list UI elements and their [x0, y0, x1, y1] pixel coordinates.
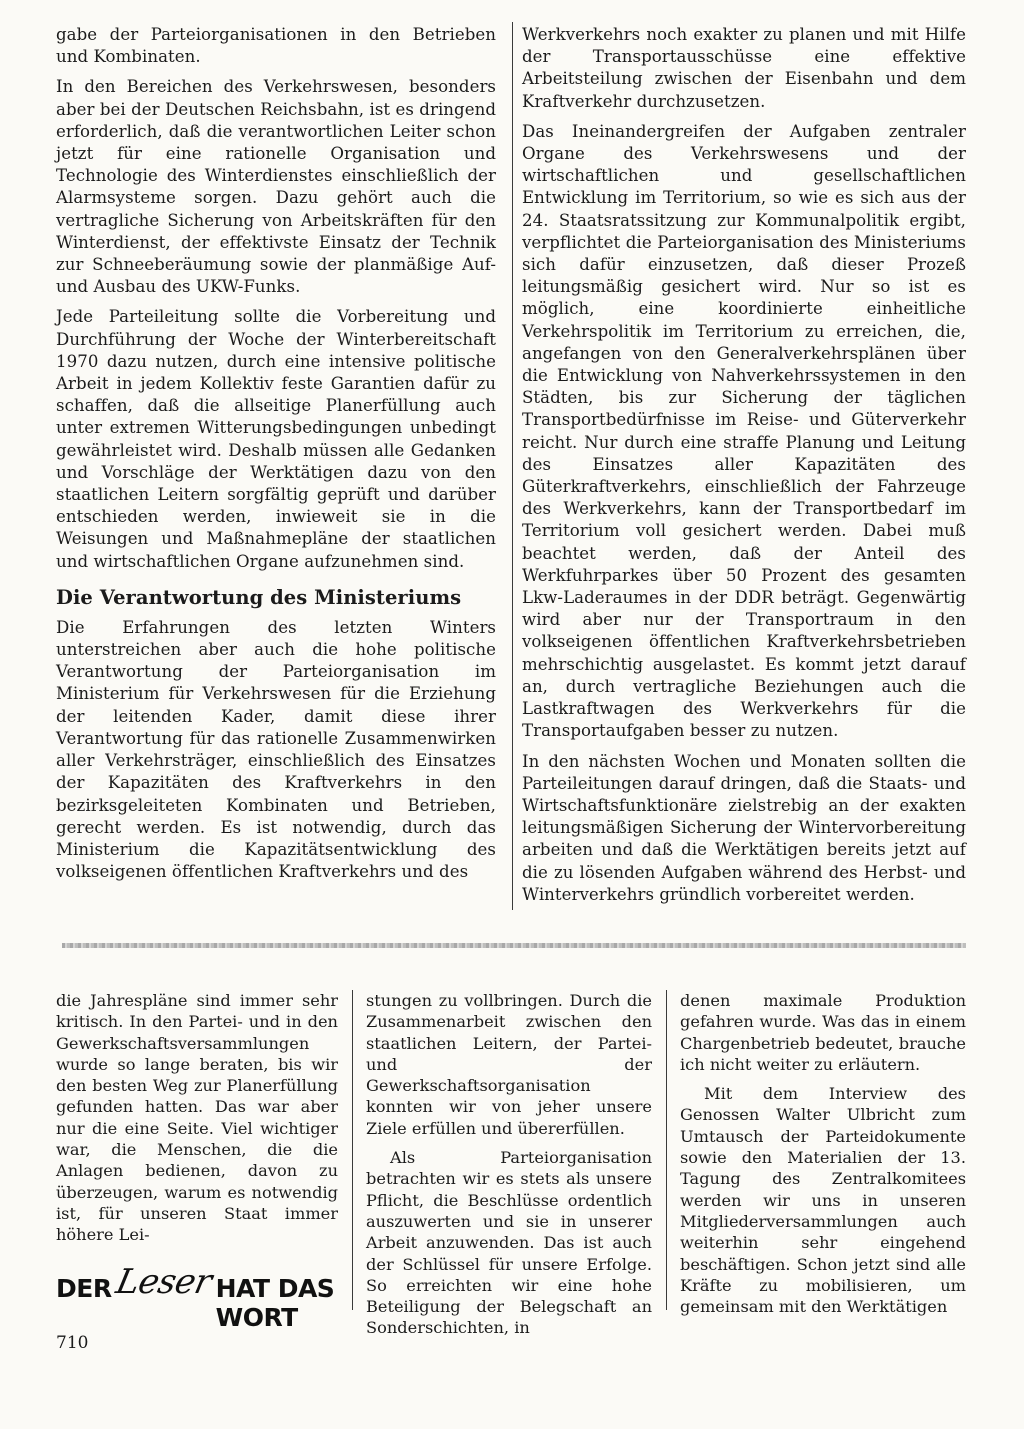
paragraph: Jede Parteileitung sollte die Vorbereitung und Durchführung der Woche der Winterbereitschaft 1970 dazu nutzen, durch eine intensive politische Arbeit in jedem Kollektiv feste Garantien dafür zu schaffen, daß die allseitige Planerfüllung auch unter extremen Witterungsbedingungen unbedingt gewährleistet wird. Deshalb müssen alle Gedanken und Vorschläge der Werktätigen dazu von den staatlichen Leitern sorgfältig geprüft und darüber entschieden werden, inwieweit sie in die Weisungen und Maßnahmepläne der staatlichen und wirtschaftlichen Organe aufzunehmen sind.: [56, 307, 496, 571]
column-divider: [352, 990, 353, 1310]
masthead-script-text: Leser: [112, 1262, 215, 1302]
paragraph: In den Bereichen des Verkehrswesen, besonders aber bei der Deutschen Reichsbahn, ist es dringend erforderlich, daß die verantwortlichen Leiter schon jetzt für eine rationelle Organisation und Technologie des Winterdienstes einschließlich der Alarmsysteme sorgen. Dazu gehört auch die vertragliche Sicherung von Arbeitskräften für den Winterdienst, der effektivste Einsatz der Technik zur Schneeberäumung sowie der planmäßige Auf- und Ausbau des UKW-Funks.: [56, 77, 496, 297]
paragraph: Mit dem Interview des Genossen Walter Ulbricht zum Umtausch der Parteidokumente sowie den Materialien der 13. Tagung des Zentralkomitees werden wir uns in unseren Mitgliederversammlungen auch weiterhin sehr eingehend beschäftigen. Schon jetzt sind alle Kräfte zu mobilisieren, um gemeinsam mit den Werktätigen: [680, 1084, 966, 1317]
paragraph: Die Erfahrungen des letzten Winters unterstreichen aber auch die hohe politische Verantwortung der Parteiorganisation im Ministerium für Verkehrswesen für die Erziehung der leitenden Kader, damit diese ihrer Verantwortung für das rationelle Zusammenwirken aller Verkehrsträger, einschließlich des Einsatzes der Kapazitäten des Kraftverkehrs in den bezirksgeleiteten Kombinaten und Betrieben, gerecht werden. Es ist notwendig, durch das Ministerium die Kapazitätsentwicklung des volkseigenen öffentlichen Kraftverkehrs und des: [56, 617, 496, 882]
section-heading: Die Verantwortung des Ministeriums: [56, 585, 462, 609]
column-divider: [666, 990, 667, 1310]
paragraph: gabe der Parteiorganisationen in den Betrieben und Kombinaten.: [56, 25, 496, 67]
letter-column-1: [56, 990, 338, 1254]
masthead-text: DER: [56, 1274, 112, 1303]
masthead-text: HAT DAS WORT: [215, 1274, 335, 1332]
paragraph: Als Parteiorganisation betrachten wir es stets als unsere Pflicht, die Beschlüsse ordentlich auszuwerten und sie in unserer Arbeit anzuwenden. Das ist auch der Schlüssel für unsere Erfolge. So erreichten wir eine hohe Beteiligung der Belegschaft an Sonderschichten, in: [366, 1148, 652, 1338]
page-number: 710: [56, 1333, 89, 1353]
paragraph: Werkverkehrs noch exakter zu planen und mit Hilfe der Transportausschüsse eine effektive Arbeitsteilung zwischen der Eisenbahn und dem Kraftverkehr durchzusetzen.: [522, 25, 966, 111]
article-column-left: [56, 24, 496, 891]
paragraph: Das Ineinandergreifen der Aufgaben zentraler Organe des Verkehrswesens und der wirtschaftlichen und gesellschaftlichen Entwicklung im Territorium, so wie es sich aus der 24. Staatsratssitzung zur Kommunalpolitik ergibt, verpflichtet die Parteiorganisation des Ministeriums sich dafür einzusetzen, daß dieser Prozeß leitungsmäßig gesichert wird. Nur so ist es möglich, eine koordinierte einheitliche Verkehrspolitik im Territorium zu erreichen, die, angefangen von den Generalverkehrsplänen über die Entwicklung von Nahverkehrssystemen in den Städten, bis zur Sicherung der täglichen Transportbedürfnisse im Reise- und Güterverkehr reicht. Nur durch eine straffe Planung und Leitung des Einsatzes aller Kapazitäten des Güterkraftverkehrs, einschließlich der Fahrzeuge des Werkverkehrs, kann der Transportbedarf im Territorium voll gesichert werden. Dabei muß beachtet werden, daß der Anteil des Werkfuhrparkes über 50 Prozent des gesamten Lkw-Laderaumes in der DDR beträgt. Gegenwärtig wird aber nur der Transportraum in den volkseigenen öffentlichen Kraftverkehrsbetrieben mehrschichtig ausgelastet. Es kommt jetzt darauf an, durch vertragliche Beziehungen auch die Lastkraftwagen des Werkverkehrs für die Transportaufgaben besser zu nutzen.: [522, 121, 966, 741]
section-separator: [62, 943, 966, 948]
letter-column-2: [366, 990, 652, 1347]
paragraph: In den nächsten Wochen und Monaten sollten die Parteileitungen darauf dringen, daß die Staats- und Wirtschaftsfunktionäre zielstrebig an der exakten leitungsmäßigen Sicherung der Wintervorbereitung arbeiten und daß die Werktätigen bereits jetzt auf die zu lösenden Aufgaben während des Herbst- und Winterverkehrs gründlich vorbereitet werden.: [522, 751, 966, 904]
column-divider: [512, 22, 513, 910]
section-masthead: [56, 1262, 338, 1332]
article-column-right: [522, 24, 966, 914]
paragraph: die Jahrespläne sind immer sehr kritisch. In den Partei- und in den Gewerkschaftsversammlungen wurde so lange beraten, bis wir den besten Weg zur Planerfüllung gefunden hatten. Das war aber nur die eine Seite. Viel wichtiger war, die Menschen, die die Anlagen bedienen, davon zu überzeugen, warum es notwendig ist, für unseren Staat immer höhere Lei-: [56, 991, 338, 1245]
letter-column-3: [680, 990, 966, 1325]
paragraph: stungen zu vollbringen. Durch die Zusammenarbeit zwischen den staatlichen Leitern, der Partei- und der Gewerkschaftsorganisation konnten wir von jeher unsere Ziele erfüllen und übererfüllen.: [366, 991, 652, 1138]
paragraph: denen maximale Produktion gefahren wurde. Was das in einem Chargenbetrieb bedeutet, brauche ich nicht weiter zu erläutern.: [680, 991, 966, 1074]
